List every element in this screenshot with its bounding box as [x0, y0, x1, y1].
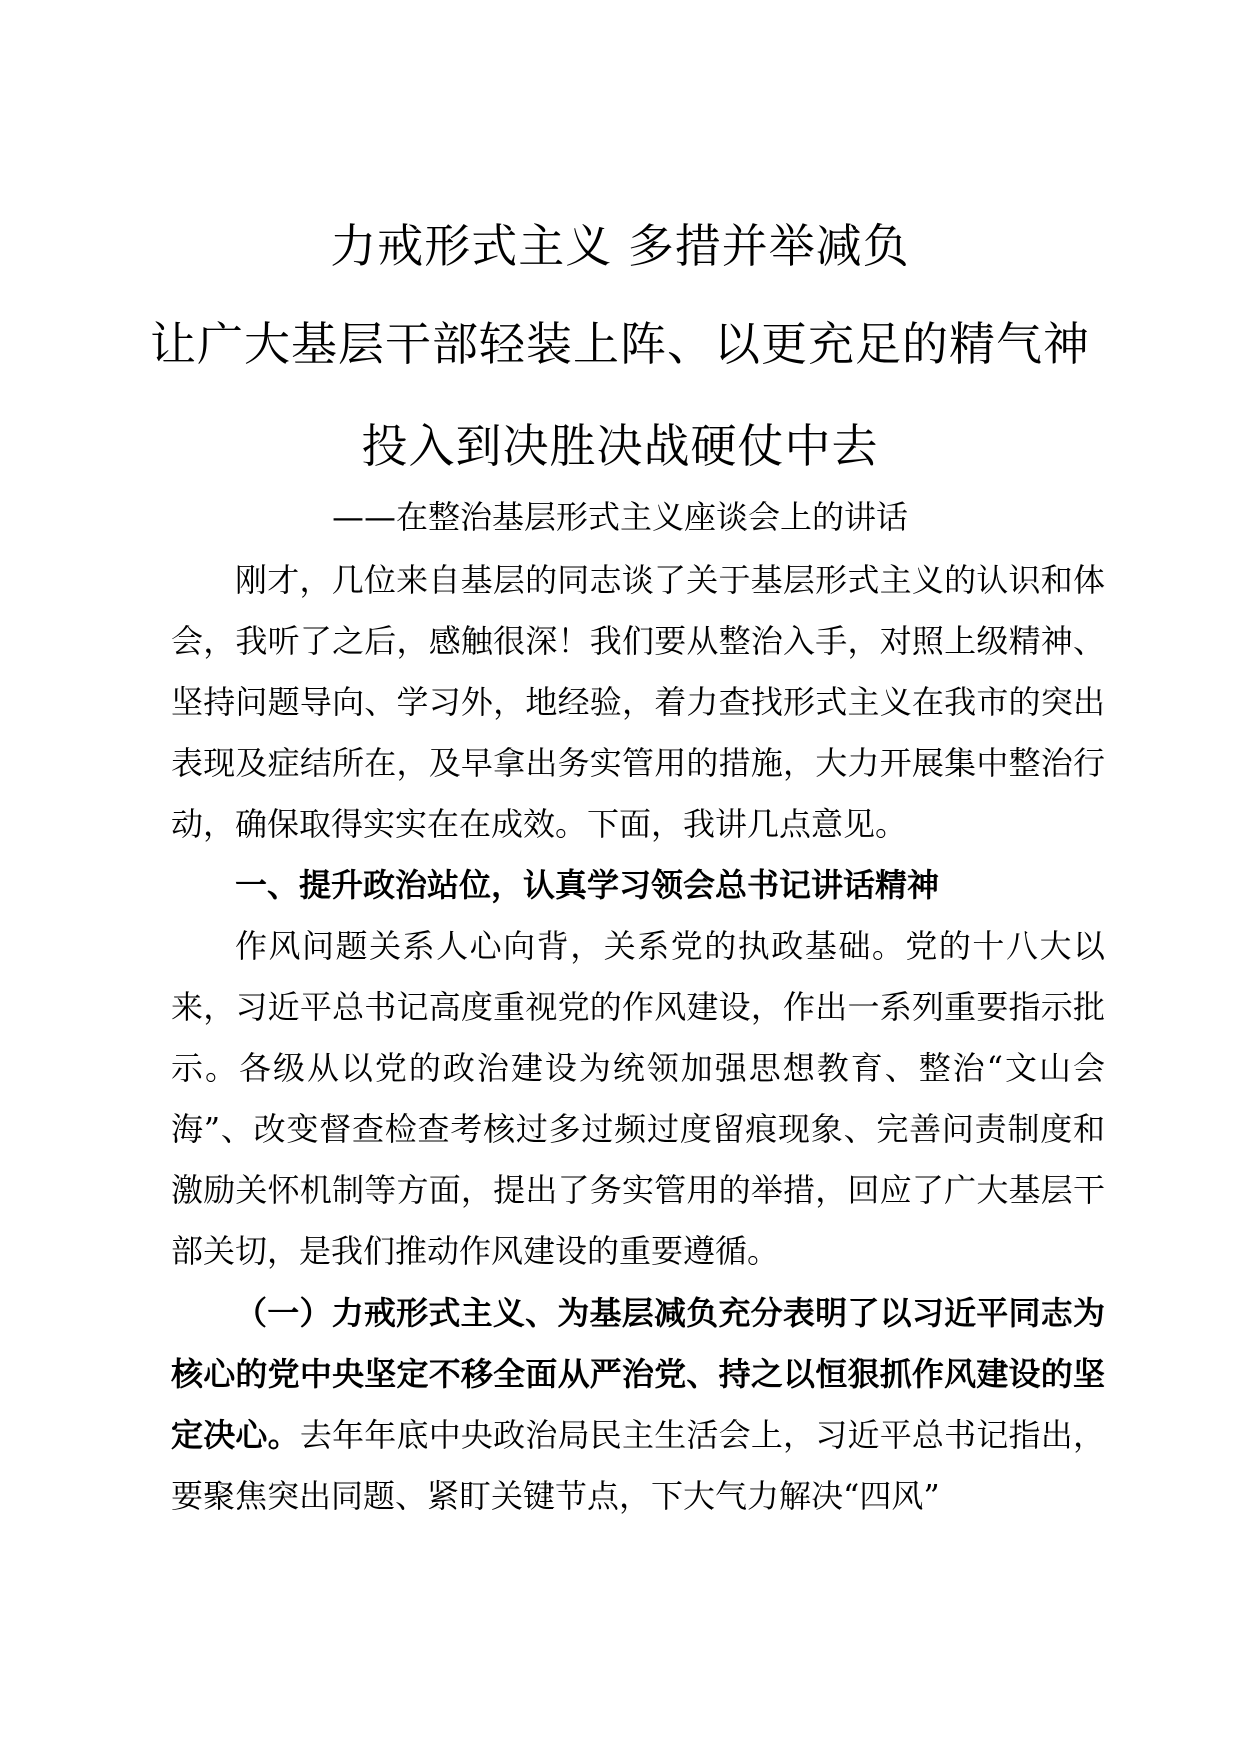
section-1-body: [171, 916, 1105, 1282]
subsection-1-lead: （一）力戒形式主义、为基层减负充分表明了以习近平同志为核心的党中央坚定不移全面从严治党、持之以恒狠抓作风建设的坚定决心。: [171, 1294, 1105, 1454]
subsection-1-text: 去年年底中央政治局民主生活会上，习近平总书记指出，要聚焦突出同题、紧盯关键节点，下大气力解决“四风”: [171, 1416, 1105, 1515]
intro-paragraph: 刚才，几位来自基层的同志谈了关于基层形式主义的认识和体会，我听了之后，感触很深！我们要从整治入手，对照上级精神、坚持问题导向、学习外，地经验，着力查找形式主义在我市的突出表现及症结所在，及早拿出务实管用的措施，大力开展集中整治行动，确保取得实实在在成效。下面，我讲几点意见。: [171, 561, 1105, 843]
subsection-1-paragraph: [171, 1283, 1105, 1527]
title-line-3: 投入到决胜决战硬仗中去: [361, 419, 879, 473]
title-line-2: 让广大基层干部轻装上阵、以更充足的精气神: [150, 317, 1090, 371]
subtitle: ——在整治基层形式主义座谈会上的讲话: [331, 498, 908, 536]
section-1-heading: 一、提升政治站位，认真学习领会总书记讲话精神: [235, 866, 940, 904]
subsection-1: [171, 1283, 1105, 1527]
section-1-paragraph: 作风问题关系人心向背，关系党的执政基础。党的十八大以来，习近平总书记高度重视党的作风建设，作出一系列重要指示批示。各级从以党的政治建设为统领加强思想教育、整治“文山会海”、改变督查检查考核过多过频过度留痕现象、完善问责制度和激励关怀机制等方面，提出了务实管用的举措，回应了广大基层干部关切，是我们推动作风建设的重要遵循。: [171, 927, 1105, 1270]
title-line-1: 力戒形式主义 多措并举减负: [330, 219, 910, 273]
intro-section: [171, 550, 1105, 855]
